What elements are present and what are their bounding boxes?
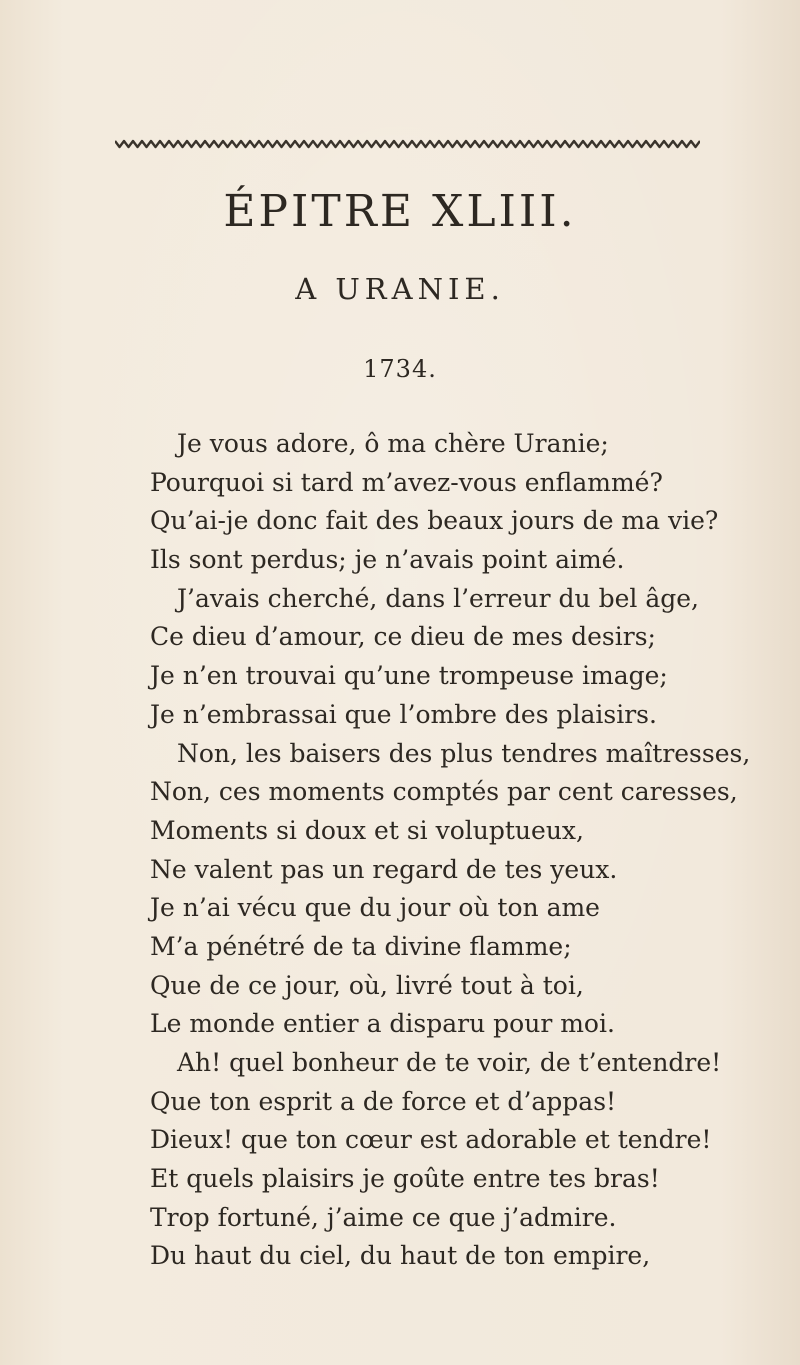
poem-line: J’avais cherché, dans l’erreur du bel âge, — [177, 583, 699, 613]
poem-line: Je vous adore, ô ma chère Uranie; — [177, 429, 609, 458]
poem-line: Et quels plaisirs je goûte entre tes bras! — [150, 1164, 660, 1194]
poem-line: Trop fortuné, j’aime ce que j’admire. — [150, 1202, 617, 1232]
poem-line: Que ton esprit a de force et d’appas! — [150, 1086, 617, 1116]
poem-line: Du haut du ciel, du haut de ton empire, — [150, 1241, 651, 1271]
page-year: 1734. — [363, 355, 437, 383]
decorative-rule — [115, 137, 700, 151]
poem-line: Le monde entier a disparu pour moi. — [150, 1009, 615, 1039]
poem-line: M’a pénétré de ta divine flamme; — [150, 931, 572, 961]
poem-line: Ah! quel bonheur de te voir, de t’entendre! — [177, 1048, 722, 1077]
poem-line: Pourquoi si tard m’avez-vous enflammé? — [150, 467, 663, 497]
poem-line: Qu’ai-je donc fait des beaux jours de ma vie? — [150, 506, 719, 536]
poem-line: Ils sont perdus; je n’avais point aimé. — [150, 545, 625, 575]
poem-line: Ne valent pas un regard de tes yeux. — [150, 854, 618, 884]
page-title: ÉPITRE XLIII. — [223, 186, 577, 237]
poem-line: Dieux! que ton cœur est adorable et tendre! — [150, 1125, 712, 1155]
poem-line: Je n’ai vécu que du jour où ton ame — [150, 893, 600, 923]
poem-line: Moments si doux et si voluptueux, — [150, 815, 584, 845]
poem-line: Ce dieu d’amour, ce dieu de mes desirs; — [150, 622, 656, 652]
poem-line: Non, ces moments comptés par cent caresses, — [150, 777, 738, 807]
poem-line: Je n’embrassai que l’ombre des plaisirs. — [150, 699, 657, 729]
poem-line: Que de ce jour, où, livré tout à toi, — [150, 970, 584, 1000]
poem-body — [150, 425, 770, 1276]
poem-line: Je n’en trouvai qu’une trompeuse image; — [150, 661, 668, 691]
page-subtitle: A URANIE. — [295, 272, 505, 306]
poem-line: Non, les baisers des plus tendres maîtresses, — [177, 738, 751, 768]
